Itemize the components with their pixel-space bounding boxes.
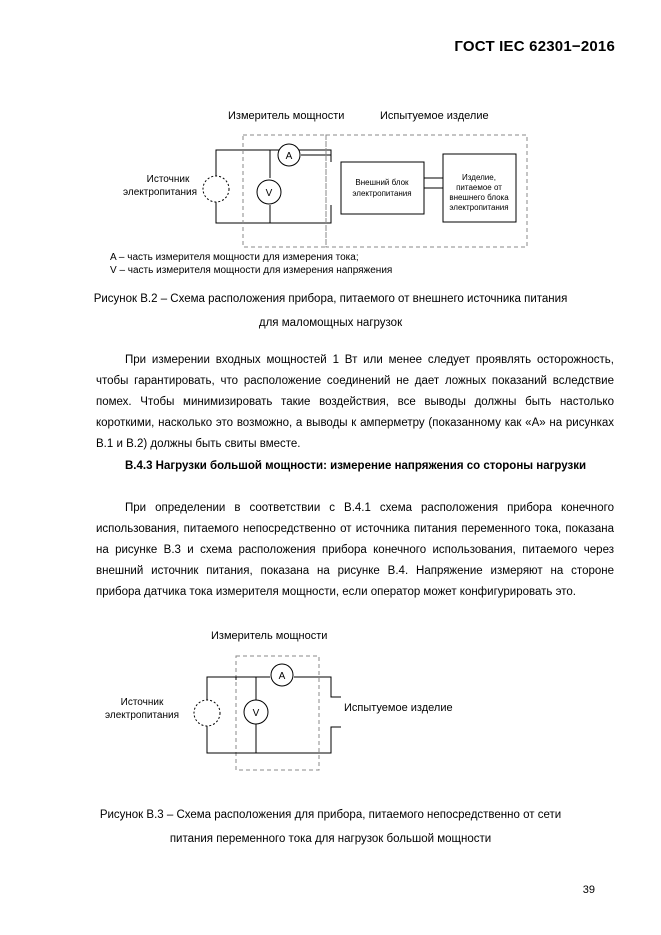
document-code: ГОСТ IEC 62301−2016 (454, 38, 615, 55)
fig-b2-caption (60, 287, 601, 335)
fig-b3-caption-line1: Рисунок В.3 – Схема расположения для прибора, питаемого непосредственно от сети (99, 809, 562, 821)
paragraph-measurement-care: При измерении входных мощностей 1 Вт или менее следует проявлять осторожность, чтобы гарантировать, что расположение соединений не дает ложных показаний вследствие помех. Чтобы минимизировать такие воздействия, все выводы должны быть настолько короткими, насколько это возможно, а выводы к амперметру (показанному как «A» на рисунках В.1 и В.2) должны быть свиты вместе. (96, 354, 614, 450)
fig-b3-meter-label: Измеритель мощности (211, 630, 328, 642)
fig-b2-caption-line2: для маломощных нагрузок (258, 317, 403, 329)
fig-b2-legend-a: A – часть измерителя мощности для измерения тока; (110, 252, 359, 263)
fig-b2-product-line: питаемое от (456, 183, 502, 192)
fig-b2-voltmeter-symbol: V (265, 188, 273, 199)
fig-b2-ammeter-symbol: A (285, 151, 293, 162)
fig-b2-caption-line1: Рисунок В.2 – Схема расположения прибора, питаемого от внешнего источника питания (93, 293, 568, 305)
fig-b3-dut-label: Испытуемое изделие (344, 702, 453, 714)
fig-b2-meter-label: Измеритель мощности (228, 110, 345, 122)
paragraph-configuration: При определении в соответствии с В.4.1 схема расположения прибора конечного использования, питаемого непосредственно от источника питания переменного тока, показана на рисунке В.3 и схема расположения прибора конечного использования, питаемого через внешний источник питания, показана на рисунке В.4. Напряжение измеряют на стороне прибора датчика тока измерителя мощности, если оператор может конфигурировать это. (96, 502, 614, 598)
fig-b3-source-line2: электропитания (104, 710, 180, 721)
fig-b2-source-line2: электропитания (122, 187, 198, 198)
fig-b3-voltmeter-symbol: V (252, 708, 260, 719)
fig-b2-product-line: Изделие, (462, 173, 496, 182)
fig-b2-source-symbol (203, 176, 229, 202)
fig-b2-source-line1: Источник (146, 174, 190, 185)
fig-b3-ammeter-symbol: A (278, 671, 286, 682)
fig-b3-caption-line2: питания переменного тока для нагрузок большой мощности (169, 833, 492, 845)
fig-b2-psu-line1: Внешний блок (355, 178, 409, 187)
fig-b3-caption (60, 803, 601, 851)
fig-b2-psu-line2: электропитания (352, 189, 412, 198)
fig-b2-dut-label: Испытуемое изделие (380, 110, 489, 122)
fig-b2-legend-v: V – часть измерителя мощности для измерения напряжения (110, 265, 393, 276)
figure-b3-diagram (0, 640, 661, 790)
fig-b2-psu-box (341, 162, 424, 214)
fig-b3-source-line1: Источник (120, 697, 164, 708)
fig-b3-source-symbol (194, 700, 220, 726)
page-number: 39 (582, 884, 595, 896)
section-heading-b43: В.4.3 Нагрузки большой мощности: измерение напряжения со стороны нагрузки (125, 460, 587, 472)
fig-b2-product-line: электропитания (449, 203, 509, 212)
fig-b2-product-line: внешнего блока (449, 193, 509, 202)
